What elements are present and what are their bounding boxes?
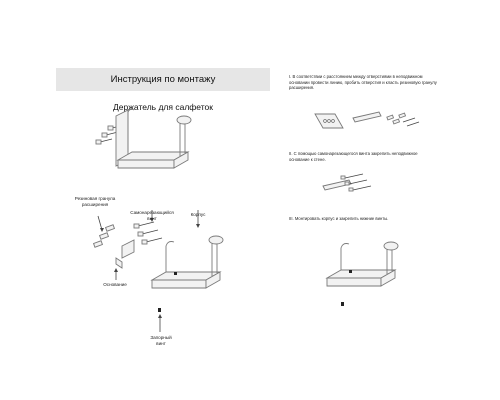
label-rubber-anchor: Резиновая гранула расширения bbox=[74, 196, 116, 207]
step-1-description: В соответствии с расстоянием между отверстиями в неподвижном основании провести линию, пробить отверстия и класть резиновую гранулу расширения. bbox=[289, 74, 437, 91]
step-3-illustration bbox=[283, 240, 443, 320]
step-1-number: I. bbox=[289, 74, 292, 79]
mounting-screws bbox=[134, 222, 162, 244]
label-base: Основание bbox=[103, 282, 127, 287]
label-self-tapping-screw: Самонарезающийся винт bbox=[130, 210, 174, 221]
assembled-holder-illustration bbox=[56, 64, 270, 184]
step-2-text bbox=[289, 151, 439, 162]
step-2-description: С помощью самонарезающегося винта закрепить неподвижное основание к стене. bbox=[289, 151, 418, 162]
step-2-illustration bbox=[283, 170, 443, 210]
label-locking-screw: Запорный винт bbox=[150, 335, 172, 346]
step-1-illustration bbox=[283, 108, 443, 148]
right-page bbox=[283, 64, 443, 364]
step-2-number: II. bbox=[289, 151, 293, 156]
left-page bbox=[56, 64, 270, 364]
step-3-text bbox=[289, 216, 439, 222]
banner-title: Инструкция по монтажу bbox=[110, 74, 216, 85]
product-title: Держатель для салфеток bbox=[113, 102, 213, 112]
base-plate bbox=[122, 240, 134, 258]
step-1-text bbox=[289, 74, 439, 91]
label-body: Корпус bbox=[190, 212, 206, 217]
step-3-description: Монтировать корпус и закрепить нижние винты. bbox=[294, 216, 389, 221]
step-3-number: III. bbox=[289, 216, 294, 221]
locking-screw bbox=[158, 308, 161, 312]
rubber-anchors bbox=[94, 225, 115, 247]
